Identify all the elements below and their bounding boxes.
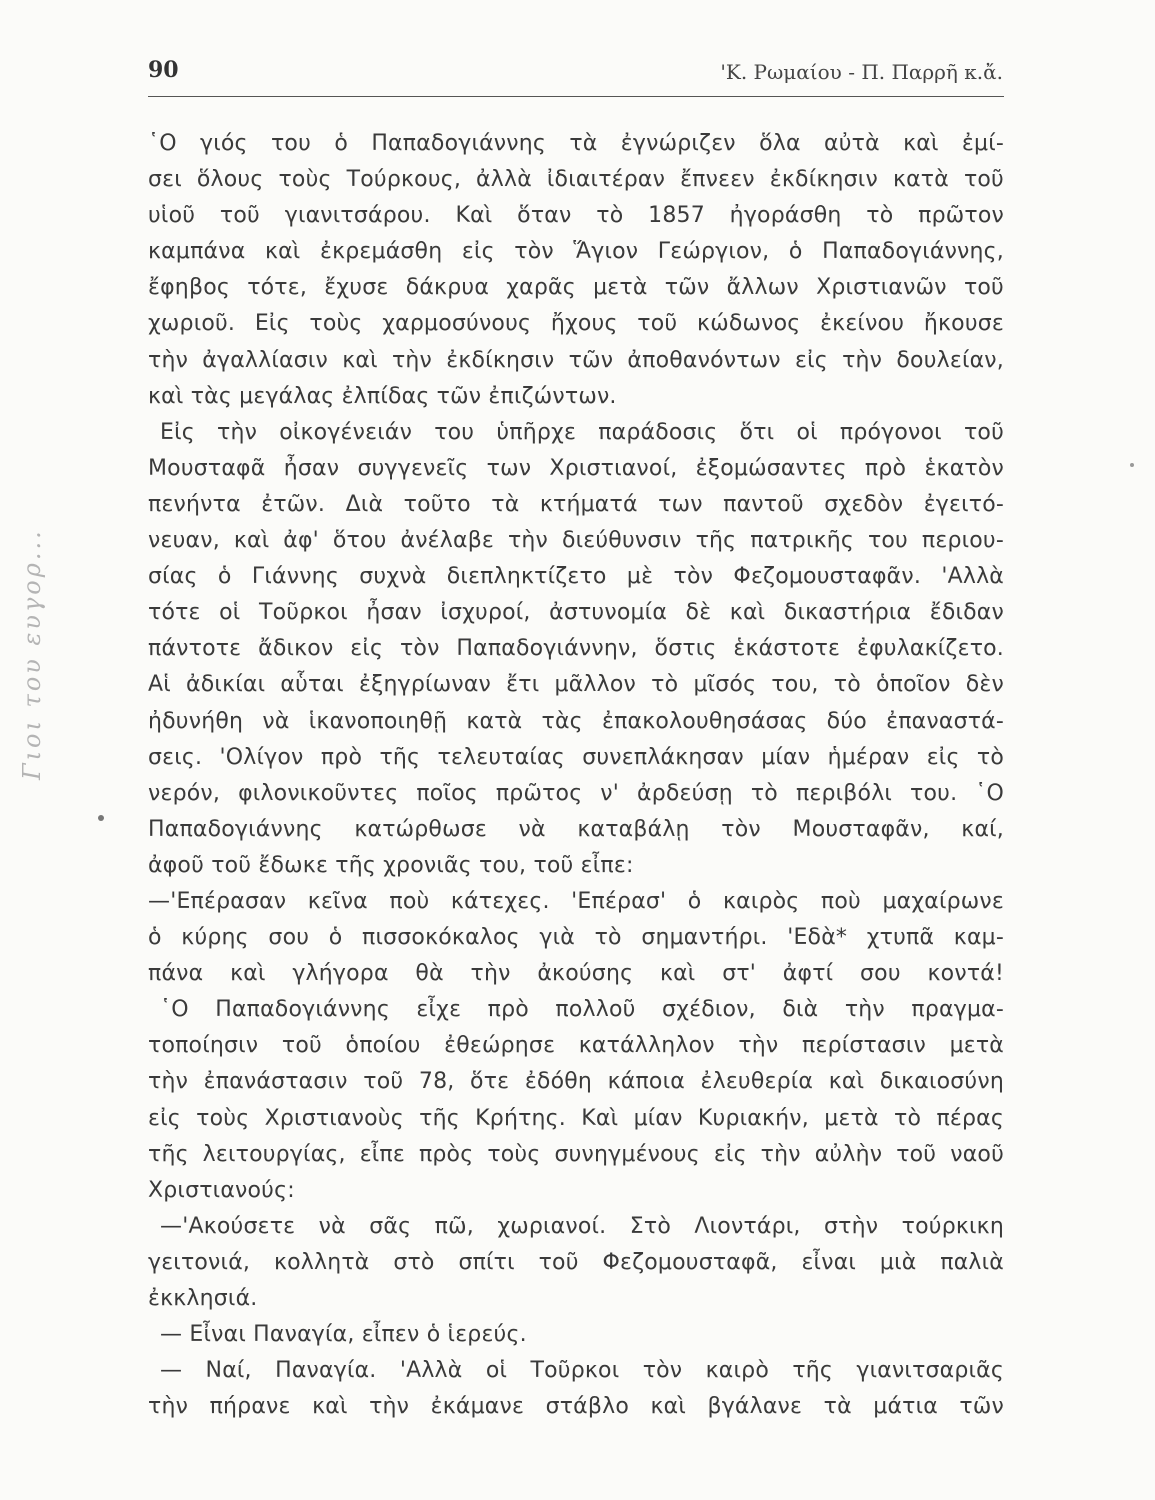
text-line: ἐκκλησιά. (148, 1286, 258, 1311)
text-line: εἰς τοὺς Χριστιανοὺς τῆς Κρήτης. Καὶ μίαν Κυριακήν, μετὰ τὸ πέρας (148, 1105, 1004, 1131)
text-line: σει ὅλους τοὺς Τούρκους, ἀλλὰ ἰδιαιτέραν ἔπνεεν ἐκδίκησιν κατὰ τοῦ (148, 167, 1004, 193)
header-rule (148, 96, 1004, 97)
margin-dot (98, 815, 104, 821)
text-line: ὁ κύρης σου ὁ πισσοκόκαλος γιὰ τὸ σημαντήρι. 'Εδὰ* χτυπᾶ καμ- (148, 925, 1004, 951)
text-line: τὴν ἐπανάστασιν τοῦ 78, ὅτε ἐδόθη κάποια ἐλευθερία καὶ δικαιοσύνη (148, 1069, 1004, 1095)
page-number: 90 (148, 57, 179, 83)
text-line: — Εἶναι Παναγία, εἶπεν ὁ ἱερεύς. (160, 1322, 527, 1348)
text-line: πενήντα ἐτῶν. Διὰ τοῦτο τὰ κτήματά των παντοῦ σχεδὸν ἐγειτό- (148, 491, 1004, 517)
text-line: χωριοῦ. Εἰς τοὺς χαρμοσύνους ἤχους τοῦ κώδωνος ἐκείνου ἤκουσε (148, 311, 1004, 337)
text-line: Παπαδογιάννης κατώρθωσε νὰ καταβάλῃ τὸν Μουσταφᾶν, καί, (148, 816, 1004, 842)
text-line: ἀφοῦ τοῦ ἔδωκε τῆς χρονιᾶς του, τοῦ εἶπε: (148, 852, 634, 878)
running-head: 'Κ. Ρωμαίου - Π. Παρρῆ κ.ἄ. (720, 60, 1003, 84)
handwritten-margin-note: Γιοι του ευγορ... (18, 528, 46, 780)
text-line: Χριστιανούς: (148, 1177, 295, 1203)
text-line: τὴν πήρανε καὶ τὴν ἐκάμανε στάβλο καὶ βγάλανε τὰ μάτια τῶν (148, 1394, 1004, 1420)
body-text (148, 126, 1004, 1425)
text-line: Αἱ ἀδικίαι αὗται ἐξηγρίωναν ἔτι μᾶλλον τὸ μῖσός του, τὸ ὁποῖον δὲν (148, 672, 1004, 698)
text-line: ῾Ο Παπαδογιάννης εἶχε πρὸ πολλοῦ σχέδιον, διὰ τὴν πραγμα- (160, 997, 1004, 1023)
text-line: Μουσταφᾶ ἦσαν συγγενεῖς των Χριστιανοί, ἐξομώσαντες πρὸ ἑκατὸν (148, 455, 1004, 481)
text-line: πάντοτε ἄδικον εἰς τὸν Παπαδογιάννην, ὅστις ἑκάστοτε ἐφυλακίζετο. (148, 636, 1004, 662)
text-line: ἠδυνήθη νὰ ἱκανοποιηθῇ κατὰ τὰς ἐπακολουθησάσας δύο ἐπαναστά- (148, 708, 1004, 734)
text-line: —'Ακούσετε νὰ σᾶς πῶ, χωριανοί. Στὸ Λιοντάρι, στὴν τούρκικη (160, 1213, 1004, 1239)
text-line: τῆς λειτουργίας, εἶπε πρὸς τοὺς συνηγμένους εἰς τὴν αὐλὴν τοῦ ναοῦ (148, 1141, 1004, 1167)
text-line: —'Επέρασαν κεῖνα ποὺ κάτεχες. 'Επέρασ' ὁ καιρὸς ποὺ μαχαίρωνε (148, 888, 1004, 914)
text-line: τότε οἱ Τοῦρκοι ἦσαν ἰσχυροί, ἀστυνομία δὲ καὶ δικαστήρια ἔδιδαν (148, 600, 1004, 626)
text-line: γειτονιά, κολλητὰ στὸ σπίτι τοῦ Φεζομουσταφᾶ, εἶναι μιὰ παλιὰ (148, 1249, 1004, 1275)
text-line: τὴν ἀγαλλίασιν καὶ τὴν ἐκδίκησιν τῶν ἀποθανόντων εἰς τὴν δουλείαν, (148, 347, 1004, 373)
text-line: υἱοῦ τοῦ γιανιτσάρου. Καὶ ὅταν τὸ 1857 ἠγοράσθη τὸ πρῶτον (148, 203, 1004, 229)
text-line: νευαν, καὶ ἀφ' ὅτου ἀνέλαβε τὴν διεύθυνσιν τῆς πατρικῆς του περιου- (148, 528, 1004, 554)
text-line: ἔφηβος τότε, ἔχυσε δάκρυα χαρᾶς μετὰ τῶν ἄλλων Χριστιανῶν τοῦ (148, 275, 1004, 301)
text-line: ῾Ο γιός του ὁ Παπαδογιάννης τὰ ἐγνώριζεν ὅλα αὐτὰ καὶ ἐμί- (148, 131, 1004, 156)
text-line: πάνα καὶ γλήγορα θὰ τὴν ἀκούσης καὶ στ' ἀφτί σου κοντά! (148, 961, 1004, 987)
text-line: τοποίησιν τοῦ ὁποίου ἐθεώρησε κατάλληλον τὴν περίστασιν μετὰ (148, 1033, 1004, 1059)
text-line: νερόν, φιλονικοῦντες ποῖος πρῶτος ν' ἀρδεύσῃ τὸ περιβόλι του. ῾Ο (148, 780, 1004, 806)
text-line: σίας ὁ Γιάννης συχνὰ διεπληκτίζετο μὲ τὸν Φεζομουσταφᾶν. 'Αλλὰ (148, 564, 1004, 590)
text-line: καμπάνα καὶ ἐκρεμάσθη εἰς τὸν Ἅγιον Γεώργιον, ὁ Παπαδογιάννης, (148, 239, 1004, 265)
margin-dot (1130, 463, 1134, 467)
text-line: — Ναί, Παναγία. 'Αλλὰ οἱ Τοῦρκοι τὸν καιρὸ τῆς γιανιτσαριᾶς (160, 1358, 1004, 1384)
text-line: σεις. 'Ολίγον πρὸ τῆς τελευταίας συνεπλάκησαν μίαν ἡμέραν εἰς τὸ (148, 744, 1004, 770)
text-line: καὶ τὰς μεγάλας ἐλπίδας τῶν ἐπιζώντων. (148, 383, 617, 409)
text-line: Εἰς τὴν οἰκογένειάν του ὑπῆρχε παράδοσις ὅτι οἱ πρόγονοι τοῦ (160, 419, 1004, 445)
